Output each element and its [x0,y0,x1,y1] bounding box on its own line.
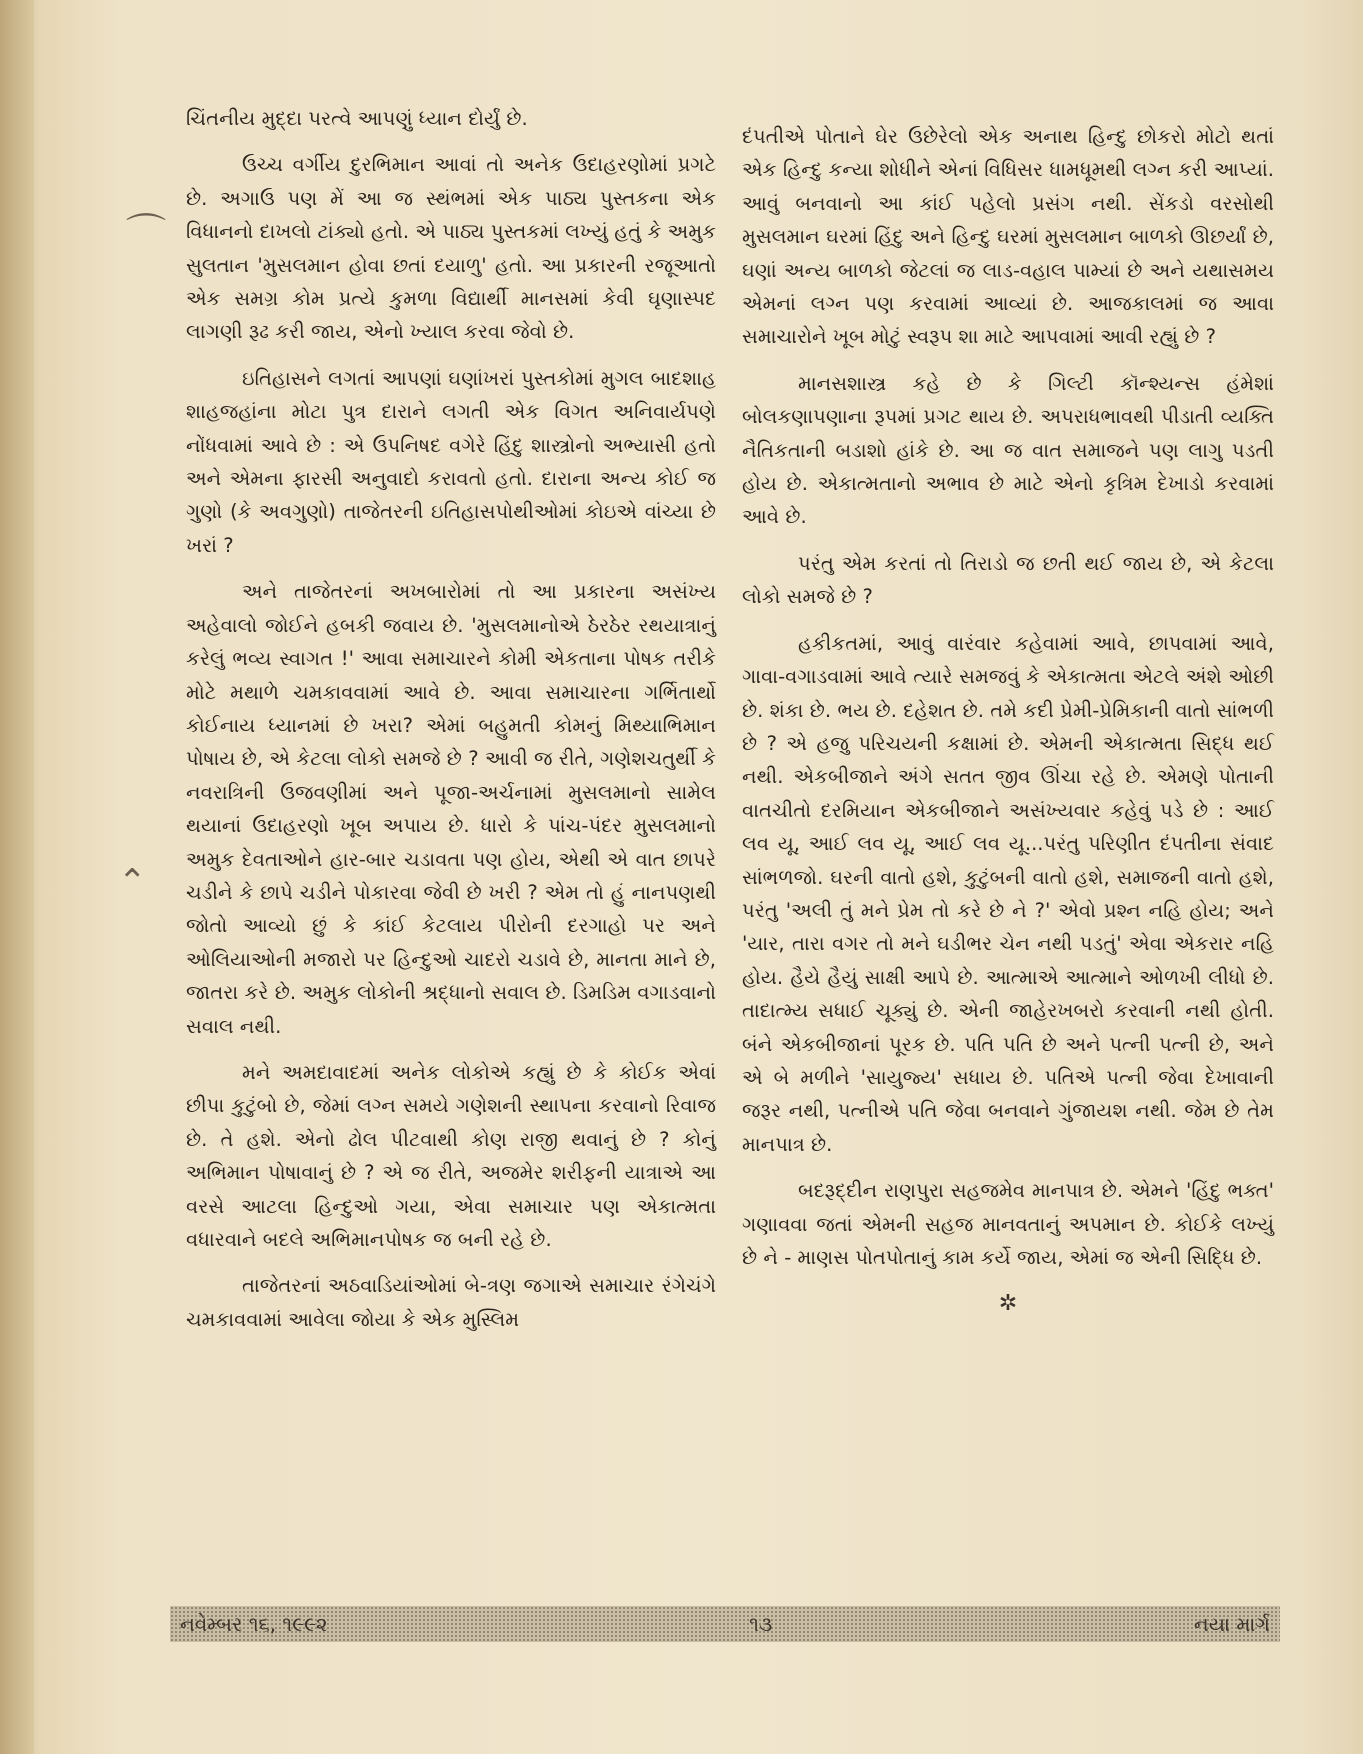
paragraph: બદરૂદ્દીન રાણપુરા સહજમેવ માનપાત્ર છે. એમને 'હિંદુ ભક્ત' ગણાવવા જતાં એમની સહજ માનવતાનું અપમાન છે. કોઈકે લખ્યું છે ને - માણસ પોતપોતાનું કામ કર્યે જાય, એમાં જ એની સિદ્ધિ છે. [742,1179,1274,1269]
paragraph: માનસશાસ્ત્ર કહે છે કે ગિલ્ટી કૉન્શ્યન્સ હંમેશાં બોલકણાપણાના રૂપમાં પ્રગટ થાય છે. અપરાધભાવથી પીડાતી વ્યક્તિ નૈતિકતાની બડાશો હાંકે છે. આ જ વાત સમાજને પણ લાગુ પડતી હોય છે. એકાત્મતાનો અભાવ છે માટે એનો કૃત્રિમ દેખાડો કરવામાં આવે છે. [742,371,1274,529]
paragraph: ઉચ્ચ વર્ગીય દુરભિમાન આવાં તો અનેક ઉદાહરણોમાં પ્રગટે છે. અગાઉ પણ મેં આ જ સ્થંભમાં એક પાઠ્ય પુસ્તકના એક વિધાનનો દાખલો ટાંક્યો હતો. એ પાઠ્ય પુસ્તકમાં લખ્યું હતું કે અમુક સુલતાન 'મુસલમાન હોવા છતાં દયાળુ' હતો. આ પ્રકારની રજૂઆતો એક સમગ્ર કોમ પ્રત્યે કુમળા વિદ્યાર્થી માનસમાં કેવી ઘૃણાસ્પદ લાગણી રૂઢ કરી જાય, એનો ખ્યાલ કરવા જેવો છે. [186,153,716,344]
page-footer [170,1606,1280,1642]
issue-date: નવેમ્બર ૧૬, ૧૯૯૨ [180,1612,328,1636]
right-column [742,120,1274,1321]
page-number: ૧૩ [749,1612,773,1636]
paragraph: હકીકતમાં, આવું વારંવાર કહેવામાં આવે, છાપવામાં આવે, ગાવા-વગાડવામાં આવે ત્યારે સમજવું કે એકાત્મતા એટલે અંશે ઓછી છે. શંકા છે. ભય છે. દહેશત છે. તમે કદી પ્રેમી-પ્રેમિકાની વાતો સાંભળી છે ? એ હજુ પરિચયની કક્ષામાં છે. એમની એકાત્મતા સિદ્ધ થઈ નથી. એકબીજાને અંગે સતત જીવ ઊંચા રહે છે. એમણે પોતાની વાતચીતો દરમિયાન એકબીજાને અસંખ્યવાર કહેવું પડે છે : આઈ લવ યૂ, આઈ લવ યૂ, આઈ લવ યૂ...પરંતુ પરિણીત દંપતીના સંવાદ સાંભળજો. ઘરની વાતો હશે, કુટુંબની વાતો હશે, સમાજની વાતો હશે, પરંતુ 'અલી તું મને પ્રેમ તો કરે છે ને ?' એવો પ્રશ્ન નહિ હોય; અને 'યાર, તારા વગર તો મને ઘડીભર ચેન નથી પડતું' એવા એકરાર નહિ હોય. હૈયે હૈયું સાક્ષી આપે છે. આત્માએ આત્માને ઓળખી લીધો છે. તાદાત્મ્ય સધાઈ ચૂક્યું છે. એની જાહેરખબરો કરવાની નથી હોતી. બંને એકબીજાનાં પૂરક છે. પતિ પતિ છે અને પત્ની પત્ની છે, અને એ બે મળીને 'સાયુજ્ય' સધાય છે. પતિએ પત્ની જેવા દેખાવાની જરૂર નથી, પત્નીએ પતિ જેવા બનવાને ગુંજાયશ નથી. જેમ છે તેમ માનપાત્ર છે. [742,631,1274,1156]
pencil-mark-1: ⌒ [126,211,166,257]
paragraph: ચિંતનીય મુદ્દા પરત્વે આપણું ધ્યાન દોર્યું છે. [186,107,528,130]
end-of-article-mark-icon: ✲ [998,1291,1018,1317]
binding-edge [0,0,34,1754]
paragraph: તાજેતરનાં અઠવાડિયાંઓમાં બે-ત્રણ જગાએ સમાચાર રંગેચંગે ચમકાવવામાં આવેલા જોયા કે એક મુસ્લિમ [186,1274,716,1331]
paragraph: અને તાજેતરનાં અખબારોમાં તો આ પ્રકારના અસંખ્ય અહેવાલો જોઈને હબકી જવાય છે. 'મુસલમાનોએ ઠેરઠેર રથયાત્રાનું કરેલું ભવ્ય સ્વાગત !' આવા સમાચારને કોમી એકતાના પોષક તરીકે મોટે મથાળે ચમકાવવામાં આવે છે. આવા સમાચારના ગર્ભિતાર્થો કોઈનાય ધ્યાનમાં છે ખરા? એમાં બહુમતી કોમનું મિથ્યાભિમાન પોષાય છે, એ કેટલા લોકો સમજે છે ? આવી જ રીતે, ગણેશચતુર્થી કે નવરાત્રિની ઉજવણીમાં અને પૂજા-અર્ચનામાં મુસલમાનો સામેલ થયાનાં ઉદાહરણો ખૂબ અપાય છે. ધારો કે પાંચ-પંદર મુસલમાનો અમુક દેવતાઓને હાર-બાર ચડાવતા પણ હોય, એથી એ વાત છાપરે ચડીને કે છાપે ચડીને પોકારવા જેવી છે ખરી ? એમ તો હું નાનપણથી જોતો આવ્યો છું કે કાંઈ કેટલાય પીરોની દરગાહો પર અને ઓલિયાઓની મજારો પર હિન્દુઓ ચાદરો ચડાવે છે, માનતા માને છે, જાતરા કરે છે. અમુક લોકોની શ્રદ્ધાનો સવાલ છે. ડિમડિમ વગાડવાનો સવાલ નથી. [186,580,716,1038]
paragraph: દંપતીએ પોતાને ઘેર ઉછેરેલો એક અનાથ હિન્દુ છોકરો મોટો થતાં એક હિન્દુ કન્યા શોધીને એનાં વિધિસર ધામધૂમથી લગ્ન કરી આપ્યાં. આવું બનવાનો આ કાંઈ પહેલો પ્રસંગ નથી. સેંકડો વરસોથી મુસલમાન ઘરમાં હિંદુ અને હિન્દુ ઘરમાં મુસલમાન બાળકો ઊછર્યાં છે, ઘણાં અન્ય બાળકો જેટલાં જ લાડ-વહાલ પામ્યાં છે અને યથાસમય એમનાં લગ્ન પણ કરવામાં આવ્યાં છે. આજકાલમાં જ આવા સમાચારોને ખૂબ મોટું સ્વરૂપ શા માટે આપવામાં આવી રહ્યું છે ? [742,125,1274,349]
left-column [186,102,716,1349]
paragraph: પરંતુ એમ કરતાં તો તિરાડો જ છતી થઈ જાય છે, એ કેટલા લોકો સમજે છે ? [742,551,1274,609]
paragraph: ઇતિહાસને લગતાં આપણાં ઘણાંખરાં પુસ્તકોમાં મુગલ બાદશાહ શાહજહાંના મોટા પુત્ર દારાને લગતી એક વિગત અનિવાર્યપણે નોંધવામાં આવે છે : એ ઉપનિષદ વગેરે હિંદુ શાસ્ત્રોનો અભ્યાસી હતો અને એમના ફારસી અનુવાદો કરાવતો હતો. દારાના અન્ય કોઈ જ ગુણો (કે અવગુણો) તાજેતરની ઇતિહાસપોથીઓમાં કોઇએ વાંચ્યા છે ખરાં ? [186,366,716,557]
paragraph: મને અમદાવાદમાં અનેક લોકોએ કહ્યું છે કે કોઈક એવાં છીપા કુટુંબો છે, જેમાં લગ્ન સમયે ગણેશની સ્થાપના કરવાનો રિવાજ છે. તે હશે. એનો ઢોલ પીટવાથી કોણ રાજી થવાનું છે ? કોનું અભિમાન પોષાવાનું છે ? એ જ રીતે, અજમેર શરીફની યાત્રાએ આ વરસે આટલા હિન્દુઓ ગયા, એવા સમાચાર પણ એકાત્મતા વધારવાને બદલે અભિમાનપોષક જ બની રહે છે. [186,1060,716,1251]
publication-name: નયા માર્ગ [1193,1612,1270,1636]
pencil-mark-2: ⌃ [118,862,147,902]
